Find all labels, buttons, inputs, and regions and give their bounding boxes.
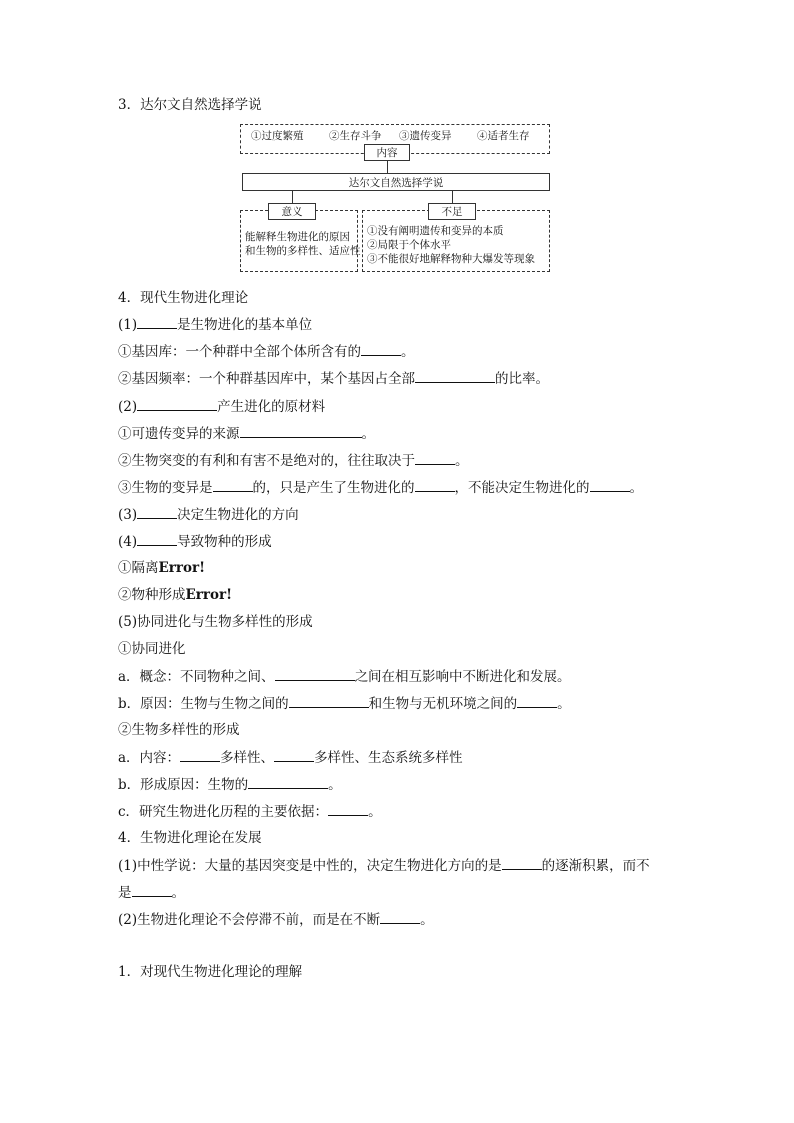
significance-label: 意义 [268,203,316,220]
significance-line-2: 和生物的多样性、适应性 [245,245,361,257]
fill-blank[interactable] [274,748,314,762]
text-line: ②生物突变的有利和有害不是绝对的，往往取决于 。 [118,453,469,469]
text-line: (1) 是生物进化的基本单位 [118,317,313,333]
fill-blank[interactable] [240,424,362,438]
text-line: (2) 产生进化的原材料 [118,399,326,415]
shortcoming-line-1: ①没有阐明遗传和变异的本质 [367,225,504,237]
text-line: (2)生物进化理论不会停滞不前，而是在不断 。 [118,912,434,928]
heading-4: 4．现代生物进化理论 [118,290,249,306]
shortcoming-label: 不足 [428,203,476,220]
fill-blank[interactable] [361,342,401,356]
fill-blank[interactable] [289,694,369,708]
heading-4b: 4．生物进化理论在发展 [118,830,262,846]
fill-blank[interactable] [180,748,220,762]
text-line: b．形成原因：生物的 。 [118,777,342,793]
text-line: ③生物的变异是 的，只是产生了生物进化的 ，不能决定生物进化的 。 [118,480,643,496]
text-line: ②生物多样性的形成 [118,722,240,738]
fill-blank[interactable] [590,478,630,492]
content-item-3: ③遗传变异 [399,130,452,142]
text-line: c．研究生物进化历程的主要依据： 。 [118,804,382,820]
fill-blank[interactable] [213,478,253,492]
fill-blank[interactable] [137,315,177,329]
text-line: 是 。 [118,885,185,901]
text-line: b．原因：生物与生物之间的 和生物与无机环境之间的 。 [118,696,571,712]
subheading-1: 1．对现代生物进化理论的理解 [118,964,303,980]
fill-blank[interactable] [517,694,557,708]
connector-line [452,191,453,203]
error-text: Error! [158,560,206,576]
fill-blank[interactable] [415,369,495,383]
shortcoming-line-2: ②局限于个体水平 [367,239,451,251]
fill-blank[interactable] [248,775,328,789]
fill-blank[interactable] [137,505,177,519]
fill-blank[interactable] [275,667,355,681]
connector-line [292,191,293,203]
content-item-4: ④适者生存 [477,130,530,142]
fill-blank[interactable] [137,532,177,546]
content-item-2: ②生存斗争 [329,130,382,142]
significance-line-1: 能解释生物进化的原因 [245,231,350,243]
fill-blank[interactable] [328,802,368,816]
text-line: ②基因频率：一个种群基因库中，某个基因占全部 的比率。 [118,371,549,387]
text-line: a．概念：不同物种之间、 之间在相互影响中不断进化和发展。 [118,669,571,685]
section-3-title: 3．达尔文自然选择学说 [118,97,262,113]
fill-blank[interactable] [415,478,455,492]
center-title-box: 达尔文自然选择学说 [242,173,550,191]
content-label: 内容 [364,144,410,161]
content-item-1: ①过度繁殖 [251,130,304,142]
fill-blank[interactable] [415,451,455,465]
text-line: (3) 决定生物进化的方向 [118,507,299,523]
text-line: (5)协同进化与生物多样性的形成 [118,614,313,630]
text-line: ①隔离Error! [118,560,206,576]
text-line: ①可遗传变异的来源 。 [118,426,375,442]
fill-blank[interactable] [137,397,217,411]
fill-blank[interactable] [502,856,542,870]
text-line: (4) 导致物种的形成 [118,534,272,550]
darwin-diagram [240,124,552,274]
connector-line [387,161,388,173]
shortcoming-line-3: ③不能很好地解释物种大爆发等现象 [367,253,535,265]
fill-blank[interactable] [132,883,172,897]
text-line: (1)中性学说：大量的基因突变是中性的，决定生物进化方向的是 的逐渐积累，而不 [118,858,650,874]
text-line: ①基因库：一个种群中全部个体所含有的 。 [118,344,415,360]
text-line: ②物种形成Error! [118,587,233,603]
fill-blank[interactable] [380,910,420,924]
error-text: Error! [185,587,233,603]
text-line: ①协同进化 [118,641,186,657]
text-line: a．内容： 多样性、 多样性、生态系统多样性 [118,750,463,766]
